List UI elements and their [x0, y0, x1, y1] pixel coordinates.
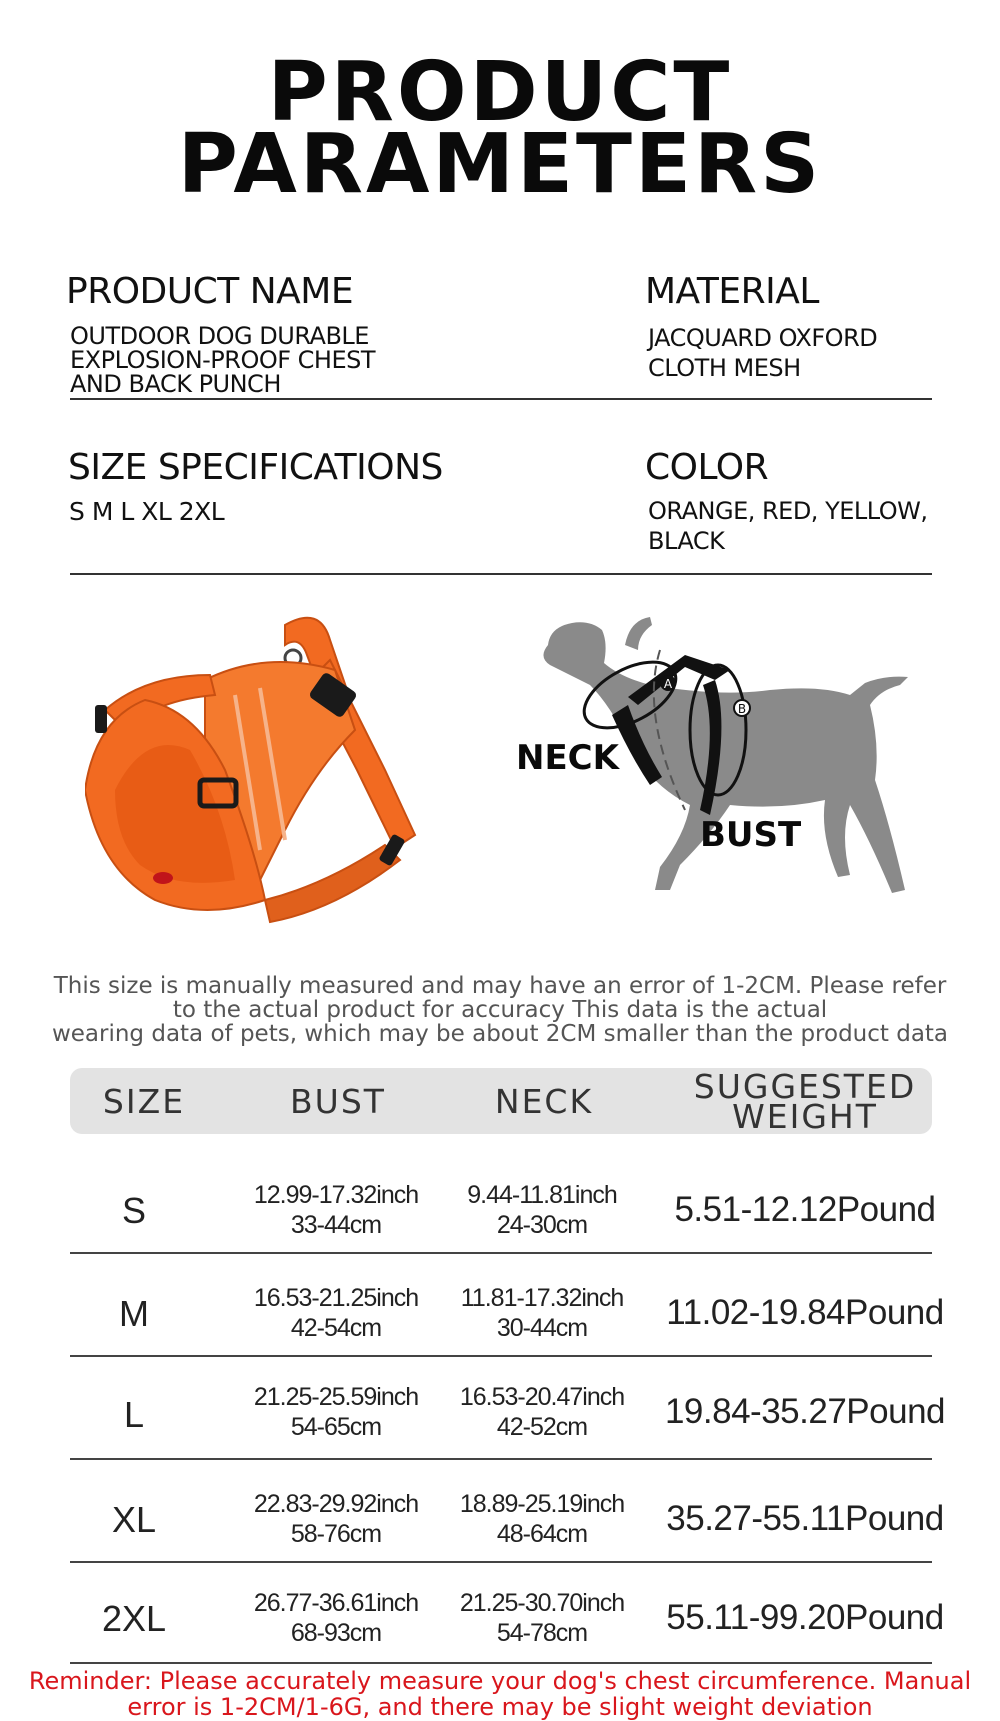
- cell-neck-inch: 21.25-30.70inch: [459, 1589, 625, 1617]
- header-size: SIZE: [102, 1082, 186, 1121]
- cell-size: L: [123, 1394, 145, 1435]
- reminder-line: error is 1-2CM/1-6G, and there may be slight weight deviation: [127, 1693, 873, 1721]
- divider: [70, 398, 932, 400]
- marker-b: B: [737, 702, 747, 716]
- cell-neck: [442, 1382, 642, 1442]
- row-divider: [70, 1458, 932, 1460]
- cell-neck-inch: 18.89-25.19inch: [459, 1490, 625, 1518]
- cell-neck: [442, 1180, 642, 1240]
- cell-bust-cm: 33-44cm: [290, 1211, 382, 1239]
- cell-neck-inch: 9.44-11.81inch: [467, 1181, 617, 1209]
- cell-neck: [442, 1588, 642, 1648]
- material-heading: MATERIAL: [645, 271, 819, 312]
- table-row: [0, 1255, 1000, 1357]
- divider: [70, 573, 932, 575]
- table-row: [0, 1358, 1000, 1460]
- material-value: [648, 323, 877, 383]
- color-heading: COLOR: [645, 447, 769, 488]
- reminder-line: Reminder: Please accurately measure your dog's chest circumference. Manual: [28, 1667, 972, 1695]
- header-weight-line: SUGGESTED: [693, 1067, 917, 1106]
- material-line: CLOTH MESH: [648, 354, 801, 382]
- cell-bust: [236, 1382, 436, 1442]
- cell-bust-inch: 12.99-17.32inch: [253, 1181, 419, 1209]
- product-name-heading: PRODUCT NAME: [66, 271, 354, 312]
- cell-neck: [442, 1489, 642, 1549]
- cell-neck-cm: 54-78cm: [496, 1619, 588, 1647]
- cell-neck-cm: 48-64cm: [496, 1520, 588, 1548]
- measurement-note: [20, 974, 980, 1046]
- page-title-line-1: PRODUCT: [267, 45, 733, 140]
- cell-neck-cm: 24-30cm: [496, 1211, 588, 1239]
- cell-size: 2XL: [101, 1598, 167, 1639]
- header-weight-line: WEIGHT: [732, 1097, 878, 1136]
- cell-bust: [236, 1180, 436, 1240]
- cell-bust: [236, 1283, 436, 1343]
- table-row: [0, 1461, 1000, 1563]
- cell-bust-inch: 26.77-36.61inch: [253, 1589, 419, 1617]
- cell-weight: 55.11-99.20Pound: [666, 1598, 944, 1637]
- row-divider: [70, 1252, 932, 1254]
- cell-bust-cm: 58-76cm: [290, 1520, 382, 1548]
- page-title-line-2: PARAMETERS: [177, 117, 823, 212]
- color-line: ORANGE, RED, YELLOW,: [648, 497, 928, 525]
- cell-weight: 11.02-19.84Pound: [666, 1293, 944, 1332]
- cell-weight: 19.84-35.27Pound: [664, 1392, 946, 1431]
- table-row: [0, 1152, 1000, 1254]
- size-specs-value: S M L XL 2XL: [69, 497, 225, 526]
- cell-neck-inch: 11.81-17.32inch: [460, 1284, 624, 1312]
- material-line: JACQUARD OXFORD: [648, 324, 878, 352]
- cell-size: S: [121, 1190, 146, 1231]
- cell-bust-inch: 22.83-29.92inch: [253, 1490, 419, 1518]
- row-divider: [70, 1662, 932, 1664]
- note-line: This size is manually measured and may have an error of 1-2CM. Please refer: [53, 973, 947, 999]
- size-specs-heading: SIZE SPECIFICATIONS: [68, 447, 443, 488]
- color-line: BLACK: [648, 527, 725, 555]
- product-name-value: [70, 324, 375, 396]
- cell-bust-inch: 16.53-21.25inch: [253, 1284, 419, 1312]
- cell-bust: [236, 1588, 436, 1648]
- row-divider: [70, 1355, 932, 1357]
- cell-bust-cm: 68-93cm: [290, 1619, 382, 1647]
- cell-size: M: [119, 1293, 149, 1334]
- table-row: [0, 1562, 1000, 1664]
- cell-bust-cm: 54-65cm: [290, 1413, 382, 1441]
- product-name-line: OUTDOOR DOG DURABLE: [70, 322, 369, 350]
- cell-neck-cm: 42-52cm: [496, 1413, 588, 1441]
- marker-a: A: [663, 677, 673, 691]
- cell-neck: [442, 1283, 642, 1343]
- reminder-text: [10, 1668, 990, 1720]
- cell-size: XL: [111, 1499, 157, 1540]
- neck-label: NECK: [516, 738, 619, 778]
- cell-bust-inch: 21.25-25.59inch: [253, 1383, 419, 1411]
- harness-image: [85, 600, 465, 940]
- cell-neck-inch: 16.53-20.47inch: [459, 1383, 625, 1411]
- header-bust: BUST: [290, 1082, 386, 1121]
- bust-label: BUST: [700, 815, 802, 855]
- product-name-line: AND BACK PUNCH: [70, 370, 281, 398]
- header-weight: [665, 1067, 945, 1136]
- note-line: wearing data of pets, which may be about 2CM smaller than the product data: [51, 1021, 949, 1047]
- cell-neck-cm: 30-44cm: [496, 1314, 588, 1342]
- header-neck: NECK: [494, 1082, 594, 1121]
- product-name-line: EXPLOSION-PROOF CHEST: [70, 346, 376, 374]
- note-line: to the actual product for accuracy This data is the actual: [172, 997, 828, 1023]
- cell-bust-cm: 42-54cm: [290, 1314, 382, 1342]
- cell-weight: 5.51-12.12Pound: [674, 1190, 936, 1229]
- color-value: [648, 496, 928, 556]
- cell-weight: 35.27-55.11Pound: [666, 1499, 944, 1538]
- cell-bust: [236, 1489, 436, 1549]
